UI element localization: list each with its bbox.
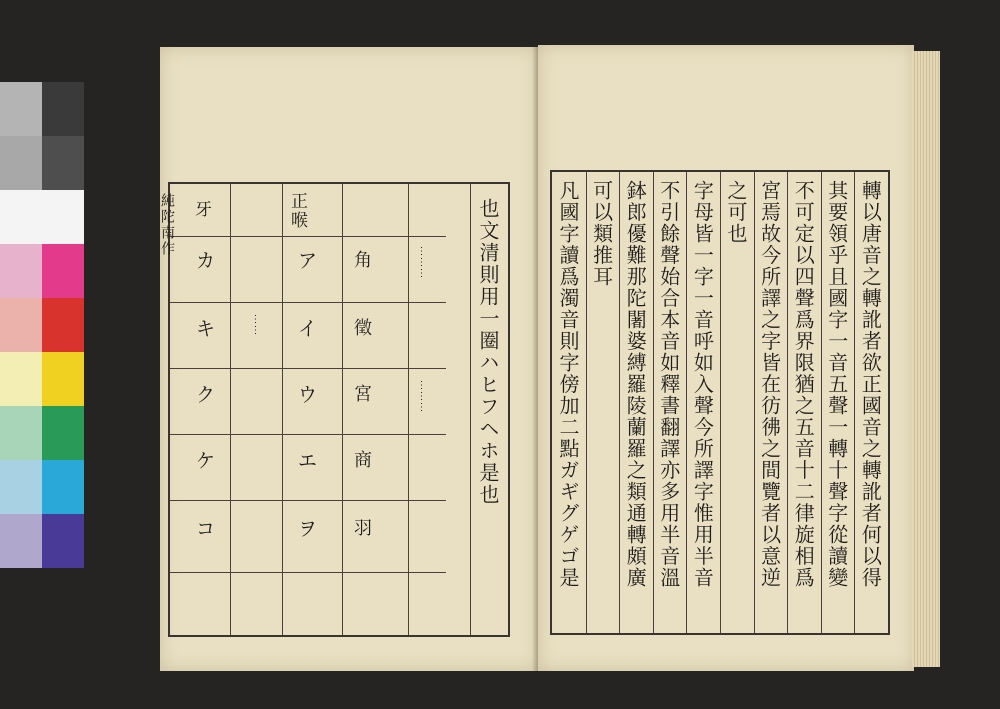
kana-ku: ク bbox=[192, 384, 216, 406]
open-book bbox=[160, 45, 940, 673]
row-label-throat: 正喉 bbox=[287, 192, 307, 230]
color-swatch bbox=[42, 244, 84, 298]
color-swatch bbox=[42, 406, 84, 460]
divider bbox=[170, 500, 446, 501]
annotation: ⋮⋮⋮ bbox=[416, 380, 427, 413]
color-swatch bbox=[0, 82, 42, 136]
kana-ki: キ bbox=[192, 318, 216, 340]
kana-ke: ケ bbox=[192, 450, 216, 472]
kana-a: ア bbox=[294, 250, 318, 272]
color-swatch bbox=[0, 352, 42, 406]
text-column: 宮焉故今所譯之字皆在彷彿之間覽者以意逆 bbox=[757, 180, 782, 589]
column-divider bbox=[586, 172, 587, 633]
column-divider bbox=[821, 172, 822, 633]
right-frame bbox=[550, 170, 890, 635]
left-frame bbox=[168, 182, 510, 637]
column-divider bbox=[653, 172, 654, 633]
left-page bbox=[160, 47, 538, 671]
kana-wo: ヲ bbox=[294, 518, 318, 540]
color-swatch bbox=[42, 298, 84, 352]
kana-e: エ bbox=[294, 450, 318, 472]
kana-ko: コ bbox=[192, 518, 216, 540]
text-column: 不可定以四聲爲界限猶之五音十二律旋相爲 bbox=[791, 180, 816, 589]
divider bbox=[282, 184, 283, 635]
text-column: 字母皆一字一音呼如入聲今所譯字惟用半音 bbox=[690, 180, 715, 589]
row-label-teeth: 牙 bbox=[191, 200, 211, 219]
divider bbox=[470, 184, 471, 635]
text-column: 可以類推耳 bbox=[589, 180, 614, 288]
kana-i: イ bbox=[294, 318, 318, 340]
color-swatch bbox=[42, 460, 84, 514]
page-edges bbox=[912, 51, 940, 667]
tone-yu: 羽 bbox=[351, 518, 372, 538]
annotation: ⋮⋮⋮ bbox=[416, 246, 427, 279]
text-column: 之可也 bbox=[724, 180, 748, 245]
text-column: 鉢郎優難那陀闍婆縛羅陵蘭羅之類通轉頗廣 bbox=[623, 180, 648, 589]
divider bbox=[230, 184, 231, 635]
divider bbox=[170, 302, 446, 303]
color-swatch bbox=[0, 406, 42, 460]
color-swatch bbox=[42, 352, 84, 406]
left-text-column: 也文清則用一圈ハヒフヘホ是也 bbox=[476, 198, 500, 506]
divider bbox=[342, 184, 343, 635]
divider bbox=[170, 368, 446, 369]
column-divider bbox=[720, 172, 721, 633]
text-column: 凡國字讀爲濁音則字傍加二點ガギグゲゴ是 bbox=[556, 180, 580, 589]
text-column: 不引餘聲始合本音如釋書翻譯亦多用半音溫 bbox=[656, 180, 681, 589]
tone-shang: 商 bbox=[351, 450, 372, 470]
color-swatch bbox=[42, 136, 84, 190]
margin-text: 純陀南作 bbox=[159, 193, 175, 257]
annotation: ⋮⋮ bbox=[250, 314, 261, 336]
divider bbox=[408, 184, 409, 635]
tone-zhi: 徵 bbox=[351, 318, 372, 338]
column-divider bbox=[619, 172, 620, 633]
right-page bbox=[538, 45, 914, 671]
color-swatch bbox=[42, 190, 84, 244]
column-divider bbox=[686, 172, 687, 633]
kana-ka: カ bbox=[192, 250, 216, 272]
text-column: 其要領乎且國字一音五聲一轉十聲字從讀變 bbox=[824, 180, 849, 589]
column-divider bbox=[854, 172, 855, 633]
color-swatch bbox=[0, 190, 42, 244]
kana-u: ウ bbox=[294, 384, 318, 406]
color-swatch bbox=[0, 514, 42, 568]
color-swatch bbox=[42, 514, 84, 568]
text-column: 轉以唐音之轉訛者欲正國音之轉訛者何以得 bbox=[858, 180, 883, 589]
column-divider bbox=[754, 172, 755, 633]
divider bbox=[170, 434, 446, 435]
tone-gong: 宮 bbox=[351, 384, 372, 404]
color-swatch bbox=[0, 244, 42, 298]
divider bbox=[170, 236, 446, 237]
color-swatch bbox=[0, 460, 42, 514]
column-divider bbox=[787, 172, 788, 633]
color-swatch bbox=[0, 136, 42, 190]
color-calibration-chart bbox=[0, 82, 84, 570]
tone-jiao: 角 bbox=[351, 250, 372, 270]
color-swatch bbox=[42, 82, 84, 136]
divider bbox=[170, 572, 446, 573]
color-swatch bbox=[0, 298, 42, 352]
